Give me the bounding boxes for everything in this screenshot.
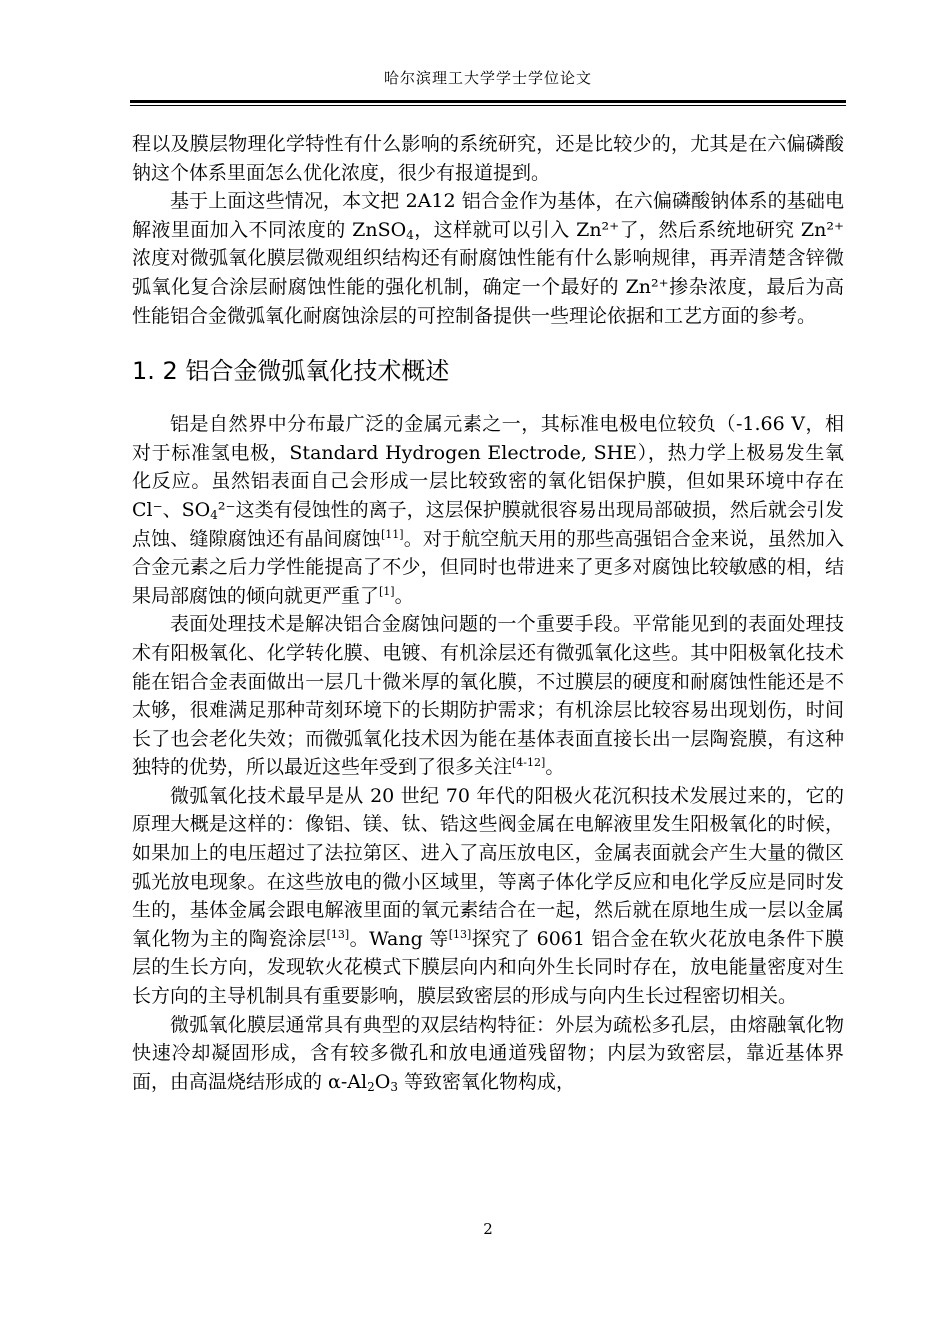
running-header: 哈尔滨理工大学学士学位论文: [383, 69, 592, 87]
citation: [13]: [326, 927, 350, 941]
page-number: 2: [483, 1220, 493, 1238]
paragraph-2-text-2: ，这样就可以引入 Zn²⁺了，然后系统地研究 Zn²⁺浓度对微弧氧化膜层微观组织结构还有耐腐蚀性能有什么影响规律，再弄清楚含锌微弧氧化复合涂层耐腐蚀性能的强化机制，确定一个最好的 Zn²⁺掺杂浓度，最后为高性能铝合金微弧氧化耐腐蚀涂层的可控制备提供一些理论依据和工艺方面的参考。: [132, 218, 845, 327]
paragraph-4: [132, 610, 844, 782]
paragraph-5-text-1: 微弧氧化技术最早是从 20 世纪 70 年代的阳极火花沉积技术发展过来的，它的原理大概是这样的：像铝、镁、钛、锆这些阀金属在电解液里发生阳极氧化的时候，如果加上的电压超过了法拉第区、进入了高压放电区，金属表面就会产生大量的微区弧光放电现象。在这些放电的微小区域里，等离子体化学反应和电化学反应是同时发生的，基体金属会跟电解液里面的氧元素结合在一起，然后就在原地生成一层以金属氧化物为主的陶瓷涂层: [132, 784, 844, 950]
paragraph-2-text-1: 基于上面这些情况，本文把 2A12 铝合金作为基体，在六偏磷酸钠体系的基础电解液里面加入不同浓度的 ZnSO: [132, 190, 844, 241]
subscript: 3: [390, 1079, 398, 1094]
citation: [11]: [380, 527, 404, 541]
paragraph-4-text-1: 表面处理技术是解决铝合金腐蚀问题的一个重要手段。平常能见到的表面处理技术有阳极氧化、化学转化膜、电镀、有机涂层还有微弧氧化这些。其中阳极氧化技术能在铝合金表面做出一层几十微米厚的氧化膜，不过膜层的硬度和耐腐蚀性能还是不太够，很难满足那种苛刻环境下的长期防护需求；有机涂层比较容易出现划伤，时间长了也会老化失效；而微弧氧化技术因为能在基体表面直接长出一层陶瓷膜，有这种独特的优势，所以最近这些年受到了很多关注: [132, 613, 844, 779]
paragraph-3-text-3: 。对于航空航天用的那些高强铝合金来说，虽然加入合金元素之后力学性能提高了不少，但同时也带进来了更多对腐蚀比较敏感的相，结果局部腐蚀的倾向就更严重了: [132, 527, 844, 607]
paragraph-6-text-1: 微弧氧化膜层通常具有典型的双层结构特征：外层为疏松多孔层，由熔融氧化物快速冷却凝固形成，含有较多微孔和放电通道残留物；内层为致密层，靠近基体界面，由高温烧结形成的 α-Al: [132, 1013, 844, 1093]
paragraph-5-text-3: 探究了 6061 铝合金在软火花放电条件下膜层的生长方向，发现软火花模式下膜层向内和向外生长同时存在，放电能量密度对生长方向的主导机制具有重要影响，膜层致密层的形成与向内生长过程密切相关。: [132, 927, 844, 1008]
paragraph-1-text: 程以及膜层物理化学特性有什么影响的系统研究，还是比较少的，尤其是在六偏磷酸钠这个体系里面怎么优化浓度，很少有报道提到。: [132, 133, 844, 184]
paragraph-5: [132, 782, 844, 1011]
paragraph-4-text-2: 。: [545, 756, 565, 779]
citation: [13]: [448, 927, 472, 941]
subscript: 4: [406, 227, 414, 242]
paragraph-6-text-2: O: [374, 1070, 391, 1093]
paragraph-6: [132, 1011, 844, 1097]
section-title: 铝合金微弧氧化技术概述: [185, 357, 450, 386]
header-rule-thick: [130, 100, 846, 103]
paragraph-3-text-1: 铝是自然界中分布最广泛的金属元素之一，其标准电极电位较负（-1.66 V，相对于标准氢电极，Standard Hydrogen Electrode, SHE），热力学上极易发生氧化反应。虽然铝表面自己会形成一层比较致密的氧化铝保护膜，但如果环境中存在 Cl⁻、SO: [132, 413, 844, 521]
section-heading: [132, 354, 844, 388]
paragraph-3-text-4: 。: [394, 584, 414, 607]
body-text: [132, 130, 844, 1096]
subscript: 2: [367, 1079, 375, 1094]
paragraph-3-text-2: ²⁻这类有侵蚀性的离子，这层保护膜就很容易出现局部破损，然后就会引发点蚀、缝隙腐蚀还有晶间腐蚀: [132, 498, 844, 550]
header-rule-thin: [130, 105, 846, 106]
section-number: 1. 2: [132, 357, 178, 386]
paragraph-3: [132, 410, 844, 610]
citation: [1]: [379, 584, 395, 598]
subscript: 4: [210, 507, 218, 522]
paragraph-5-text-2: 。Wang 等: [349, 927, 449, 950]
paragraph-6-text-3: 等致密氧化物构成，: [397, 1070, 575, 1093]
citation: [4-12]: [512, 756, 546, 770]
paragraph-1: [132, 130, 844, 187]
paragraph-2: [132, 187, 844, 330]
